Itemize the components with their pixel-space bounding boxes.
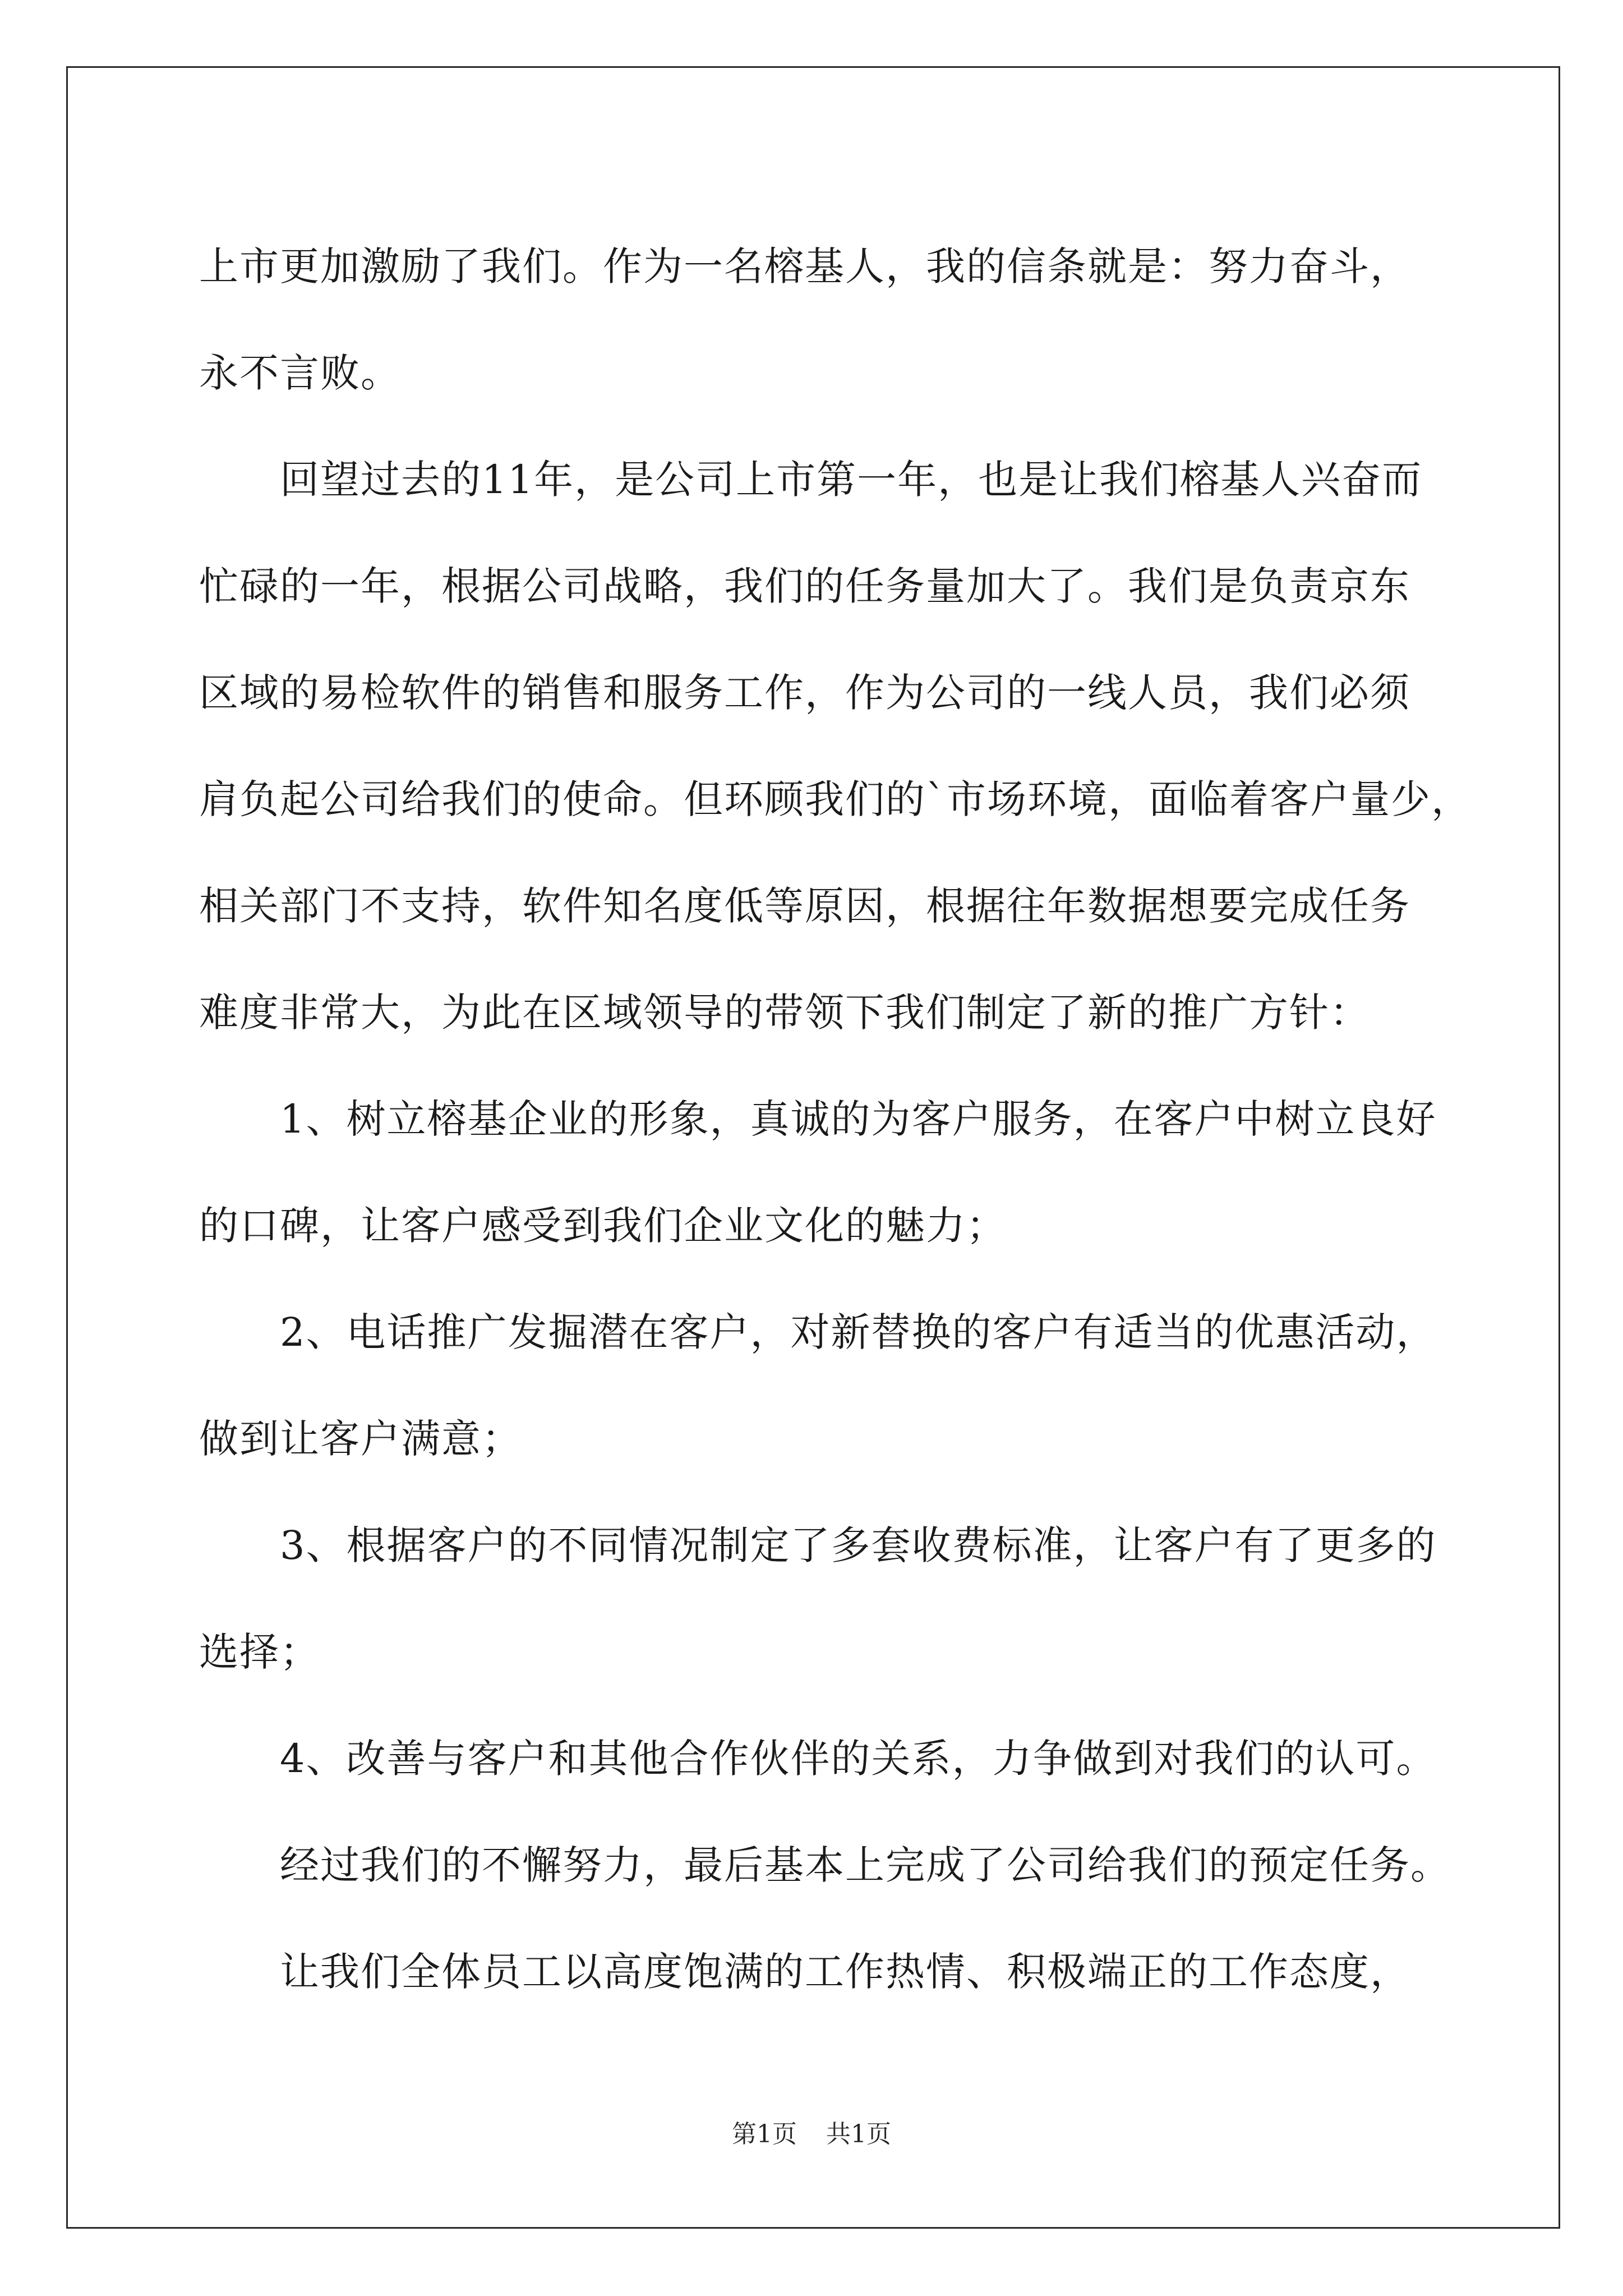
text-line: 让我们全体员工以高度饱满的工作热情、积极端正的工作态度， xyxy=(199,1949,1410,1995)
page-number: 第1页 xyxy=(732,2120,797,2148)
text-line: 经过我们的不懈努力，最后基本上完成了公司给我们的预定任务。 xyxy=(199,1842,1451,1888)
text-line: 2、电话推广发掘潜在客户，对新替换的客户有适当的优惠活动， xyxy=(199,1309,1437,1355)
text-line: 回望过去的11年，是公司上市第一年，也是让我们榕基人兴奋而 xyxy=(199,457,1423,503)
page-footer xyxy=(0,2114,1623,2150)
text-line: 肩负起公司给我们的使命。但环顾我们的`市场环境，面临着客户量少， xyxy=(199,776,1472,822)
text-line: 相关部门不支持，软件知名度低等原因，根据往年数据想要完成任务 xyxy=(199,883,1410,929)
text-line: 1、树立榕基企业的形象，真诚的为客户服务，在客户中树立良好 xyxy=(199,1096,1437,1142)
text-line: 永不言败。 xyxy=(199,350,401,396)
page-total: 共1页 xyxy=(826,2120,891,2148)
text-line: 上市更加激励了我们。作为一名榕基人，我的信条就是：努力奋斗， xyxy=(199,243,1410,289)
text-line: 忙碌的一年，根据公司战略，我们的任务量加大了。我们是负责京东 xyxy=(199,563,1410,609)
text-line: 难度非常大，为此在区域领导的带领下我们制定了新的推广方针： xyxy=(199,990,1370,1036)
text-line: 4、改善与客户和其他合作伙伴的关系，力争做到对我们的认可。 xyxy=(199,1736,1437,1782)
text-line: 3、根据客户的不同情况制定了多套收费标准，让客户有了更多的 xyxy=(199,1522,1437,1568)
text-line: 的口碑，让客户感受到我们企业文化的魅力； xyxy=(199,1203,1007,1249)
text-line: 区域的易检软件的销售和服务工作，作为公司的一线人员，我们必须 xyxy=(199,670,1410,716)
text-line: 选择； xyxy=(199,1629,320,1675)
text-line: 做到让客户满意； xyxy=(199,1416,522,1462)
document-body xyxy=(199,213,1472,2025)
